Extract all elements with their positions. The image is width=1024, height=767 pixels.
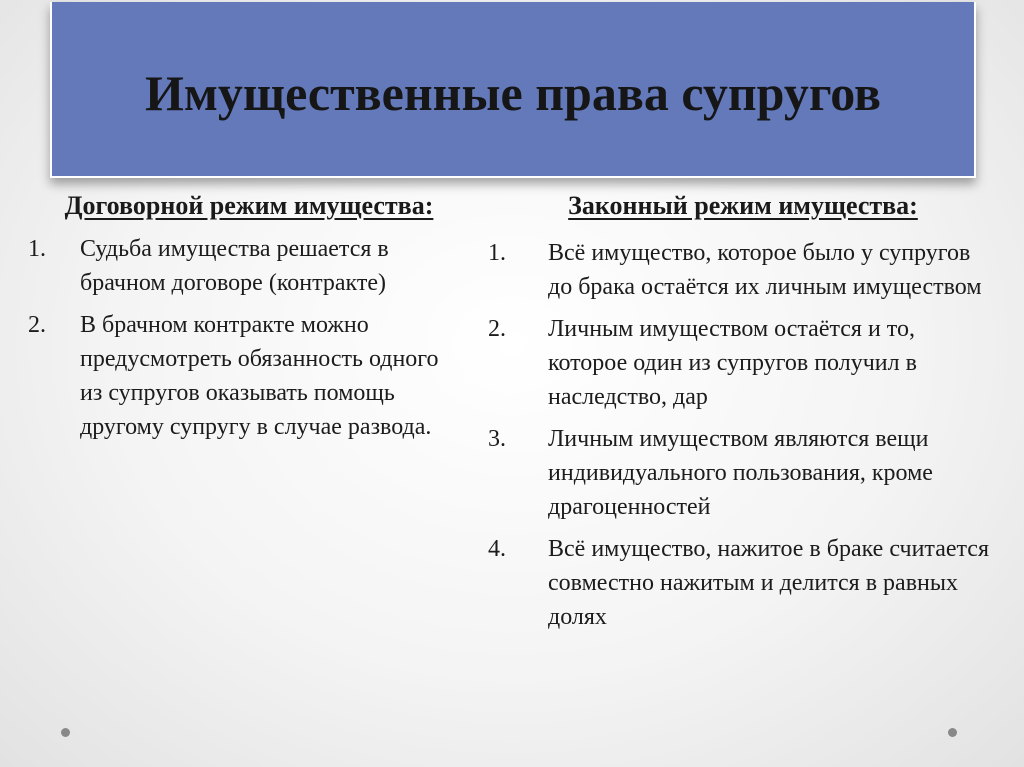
legal-regime-list: [488, 236, 998, 634]
list-item: [488, 422, 998, 524]
list-item-number: 1.: [28, 236, 46, 262]
list-item: [488, 532, 998, 634]
list-item-number: 2.: [488, 316, 506, 342]
legal-regime-heading: Законный режим имущества:: [568, 191, 918, 220]
list-item-number: 3.: [488, 426, 506, 452]
list-item-text: Всё имущество, которое было у супругов до брака остаётся их личным имуществом: [548, 240, 982, 300]
list-item: [488, 236, 998, 304]
left-corner-dot-icon: [61, 728, 70, 737]
right-corner-dot-icon: [948, 728, 957, 737]
title-banner: [50, 2, 976, 178]
list-item-number: 1.: [488, 240, 506, 266]
list-item-text: Личным имуществом являются вещи индивидуального пользования, кроме драгоценностей: [548, 426, 933, 520]
list-item: [28, 232, 460, 300]
list-item-text: Личным имуществом остаётся и то, которое один из супругов получил в наследство, дар: [548, 316, 917, 410]
contract-regime-list: [28, 232, 460, 444]
slide-title: Имущественные права супругов: [144, 65, 882, 121]
contract-regime-column: [28, 190, 460, 452]
list-item: [28, 308, 460, 444]
list-item-number: 4.: [488, 536, 506, 562]
list-item-text: В брачном контракте можно предусмотреть обязанность одного из супругов оказывать помощь другому супругу в случае развода.: [80, 312, 439, 440]
list-item-number: 2.: [28, 312, 46, 338]
legal-regime-column: [488, 190, 998, 642]
contract-regime-heading: Договорной режим имущества:: [64, 191, 434, 220]
list-item-text: Всё имущество, нажитое в браке считается совместно нажитым и делится в равных долях: [548, 536, 989, 630]
list-item: [488, 312, 998, 414]
list-item-text: Судьба имущества решается в брачном договоре (контракте): [80, 236, 389, 296]
